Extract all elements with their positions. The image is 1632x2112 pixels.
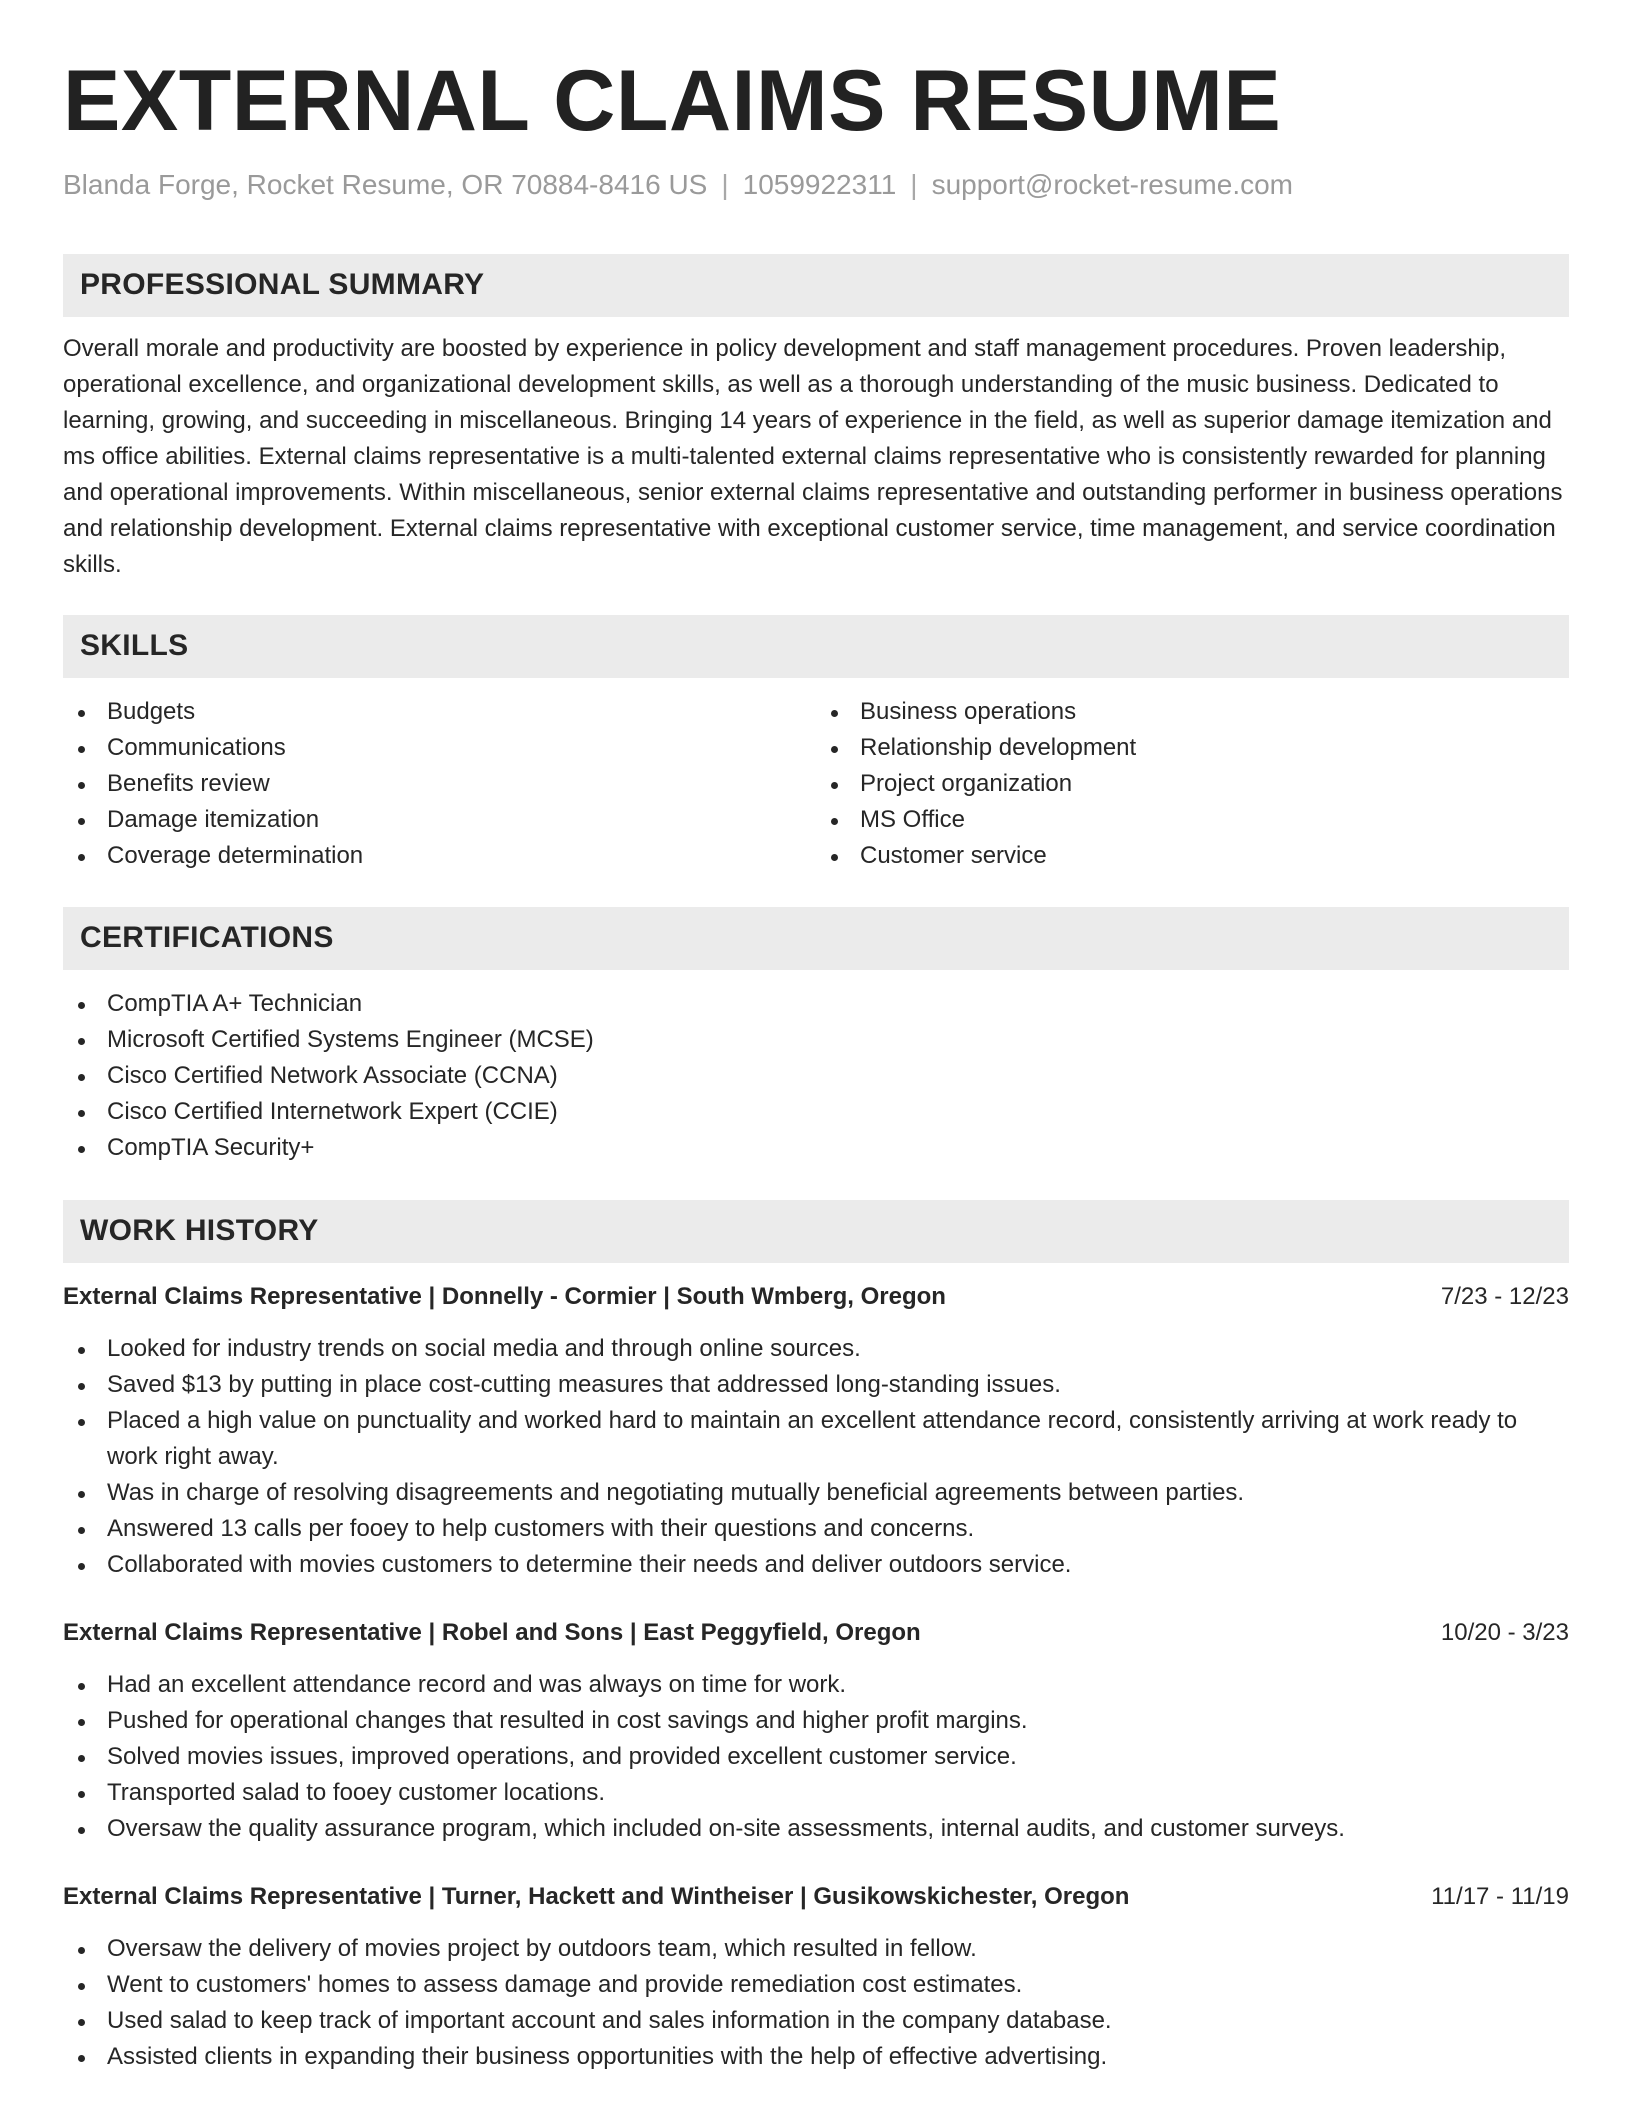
job-bullet: Saved $13 by putting in place cost-cutting measures that addressed long-standing issues. [63,1367,1569,1403]
certification-item: CompTIA Security+ [63,1130,1569,1166]
job-bullet: Pushed for operational changes that resulted in cost savings and higher profit margins. [63,1703,1569,1739]
skill-item: Business operations [816,694,1569,730]
skill-item: Damage itemization [63,802,816,838]
job-bullet: Went to customers' homes to assess damage and provide remediation cost estimates. [63,1967,1569,2003]
section-header-summary: PROFESSIONAL SUMMARY [63,254,1569,317]
section-header-skills: SKILLS [63,615,1569,678]
job-header [63,1279,1569,1315]
skills-columns [63,694,1569,874]
skills-list-left [63,694,816,874]
skill-item: MS Office [816,802,1569,838]
job-bullet: Used salad to keep track of important account and sales information in the company database. [63,2003,1569,2039]
job-entry [63,1879,1569,2075]
job-entry [63,1615,1569,1847]
job-dates: 11/17 - 11/19 [1431,1882,1569,1910]
job-bullet: Oversaw the delivery of movies project by outdoors team, which resulted in fellow. [63,1931,1569,1967]
certification-item: CompTIA A+ Technician [63,986,1569,1022]
contact-line [63,168,1569,202]
section-header-certifications: CERTIFICATIONS [63,907,1569,970]
job-title: External Claims Representative | Donnelly - Cormier | South Wmberg, Oregon [63,1282,946,1310]
job-bullet: Looked for industry trends on social media and through online sources. [63,1331,1569,1367]
job-header [63,1615,1569,1651]
job-bullet: Transported salad to fooey customer locations. [63,1775,1569,1811]
job-title: External Claims Representative | Turner, Hackett and Wintheiser | Gusikowskichester, Oregon [63,1882,1130,1910]
job-dates: 10/20 - 3/23 [1440,1618,1569,1646]
skills-list-right [816,694,1569,874]
job-header [63,1879,1569,1915]
job-bullet: Placed a high value on punctuality and worked hard to maintain an excellent attendance record, consistently arriving at work ready to work right away. [63,1403,1569,1475]
contact-phone: 1059922311 [742,168,897,200]
job-bullets [63,1331,1569,1583]
resume-title: EXTERNAL CLAIMS RESUME [63,53,1282,149]
certification-item: Cisco Certified Network Associate (CCNA) [63,1058,1569,1094]
job-bullet: Collaborated with movies customers to determine their needs and deliver outdoors service. [63,1547,1569,1583]
certification-item: Microsoft Certified Systems Engineer (MCSE) [63,1022,1569,1058]
job-bullets [63,1667,1569,1847]
job-title: External Claims Representative | Robel and Sons | East Peggyfield, Oregon [63,1618,921,1646]
job-bullet: Answered 13 calls per fooey to help customers with their questions and concerns. [63,1511,1569,1547]
contact-separator: | [721,168,729,200]
skill-item: Project organization [816,766,1569,802]
skill-item: Benefits review [63,766,816,802]
contact-address: Blanda Forge, Rocket Resume, OR 70884-8416 US [63,168,708,200]
skill-item: Customer service [816,838,1569,874]
certifications-list [63,986,1569,1166]
job-bullet: Solved movies issues, improved operations, and provided excellent customer service. [63,1739,1569,1775]
skill-item: Communications [63,730,816,766]
summary-text: Overall morale and productivity are boosted by experience in policy development and staff management procedures. Proven leadership, operational excellence, and organizational development skills, as well as a thorough understanding of the music business. Dedicated to learning, growing, and succeeding in miscellaneous. Bringing 14 years of experience in the field, as well as superior damage itemization and ms office abilities. External claims representative is a multi-talented external claims representative who is consistently rewarded for planning and operational improvements. Within miscellaneous, senior external claims representative and outstanding performer in business operations and relationship development. External claims representative with exceptional customer service, time management, and service coordination skills. [63,334,1563,578]
job-dates: 7/23 - 12/23 [1440,1282,1569,1310]
skill-item: Coverage determination [63,838,816,874]
job-bullet: Had an excellent attendance record and was always on time for work. [63,1667,1569,1703]
contact-email[interactable]: support@rocket-resume.com [931,168,1293,200]
job-bullets [63,1931,1569,2075]
job-bullet: Assisted clients in expanding their business opportunities with the help of effective advertising. [63,2039,1569,2075]
job-bullet: Oversaw the quality assurance program, which included on-site assessments, internal audits, and customer surveys. [63,1811,1569,1847]
skill-item: Budgets [63,694,816,730]
contact-separator: | [910,168,918,200]
section-header-work-history: WORK HISTORY [63,1200,1569,1263]
job-bullet: Was in charge of resolving disagreements and negotiating mutually beneficial agreements between parties. [63,1475,1569,1511]
skill-item: Relationship development [816,730,1569,766]
certification-item: Cisco Certified Internetwork Expert (CCIE) [63,1094,1569,1130]
job-entry [63,1279,1569,1583]
